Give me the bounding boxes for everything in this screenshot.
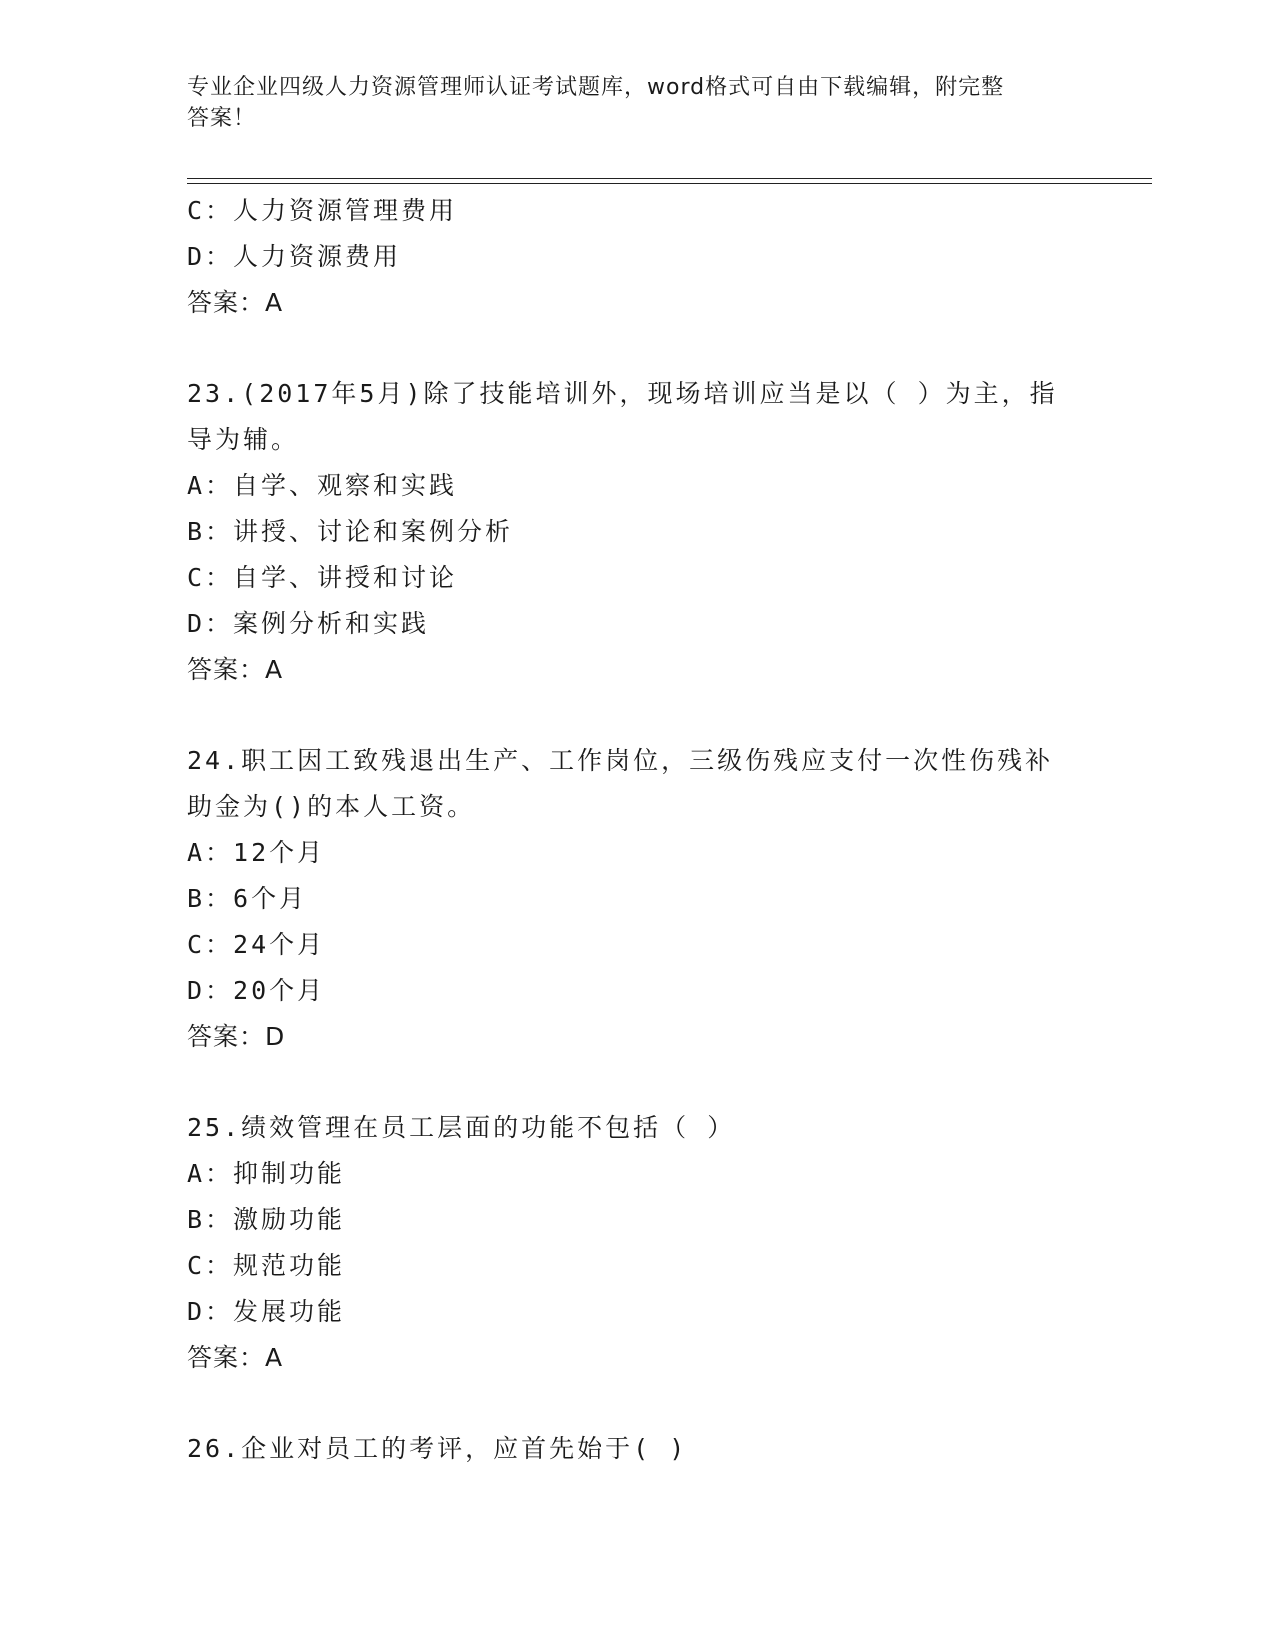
- page-header: [187, 72, 1067, 134]
- option-d: D：20个月: [187, 976, 326, 1005]
- option-c: C：人力资源管理费用: [187, 196, 458, 225]
- option-d: D：人力资源费用: [187, 242, 402, 271]
- option-a: A：12个月: [187, 838, 326, 867]
- question-23: [187, 371, 1107, 693]
- option-b: B：激励功能: [187, 1205, 346, 1234]
- option-a: A：抑制功能: [187, 1159, 346, 1188]
- answer: 答案：D: [187, 1022, 286, 1051]
- question-text: 助金为()的本人工资。: [187, 792, 476, 821]
- option-c: C：自学、讲授和讨论: [187, 563, 458, 592]
- answer: 答案：A: [187, 655, 284, 684]
- option-d: D：发展功能: [187, 1297, 346, 1326]
- option-b: B：6个月: [187, 884, 308, 913]
- option-a: A：自学、观察和实践: [187, 471, 458, 500]
- header-divider-bottom: [187, 183, 1152, 184]
- question-24: [187, 738, 1107, 1060]
- header-line-2: 答案！: [187, 106, 257, 131]
- question-26: [187, 1426, 1107, 1472]
- header-divider-top: [187, 178, 1152, 179]
- question-text: 导为辅。: [187, 425, 300, 454]
- option-b: B：讲授、讨论和案例分析: [187, 517, 514, 546]
- answer: 答案：A: [187, 288, 284, 317]
- answer: 答案：A: [187, 1343, 284, 1372]
- question-content: [187, 188, 1107, 1472]
- question-25: [187, 1105, 1107, 1381]
- question-text: 23.(2017年5月)除了技能培训外，现场培训应当是以（ ）为主，指: [187, 379, 1058, 408]
- question-text: 25.绩效管理在员工层面的功能不包括（ ）: [187, 1113, 736, 1142]
- question-text: 24.职工因工致残退出生产、工作岗位，三级伤残应支付一次性伤残补: [187, 746, 1054, 775]
- option-c: C：24个月: [187, 930, 326, 959]
- question-22-continued: [187, 188, 1107, 326]
- header-line-1: 专业企业四级人力资源管理师认证考试题库，word格式可自由下载编辑，附完整: [187, 75, 1005, 100]
- question-text: 26.企业对员工的考评，应首先始于( ): [187, 1434, 688, 1463]
- option-d: D：案例分析和实践: [187, 609, 430, 638]
- option-c: C：规范功能: [187, 1251, 346, 1280]
